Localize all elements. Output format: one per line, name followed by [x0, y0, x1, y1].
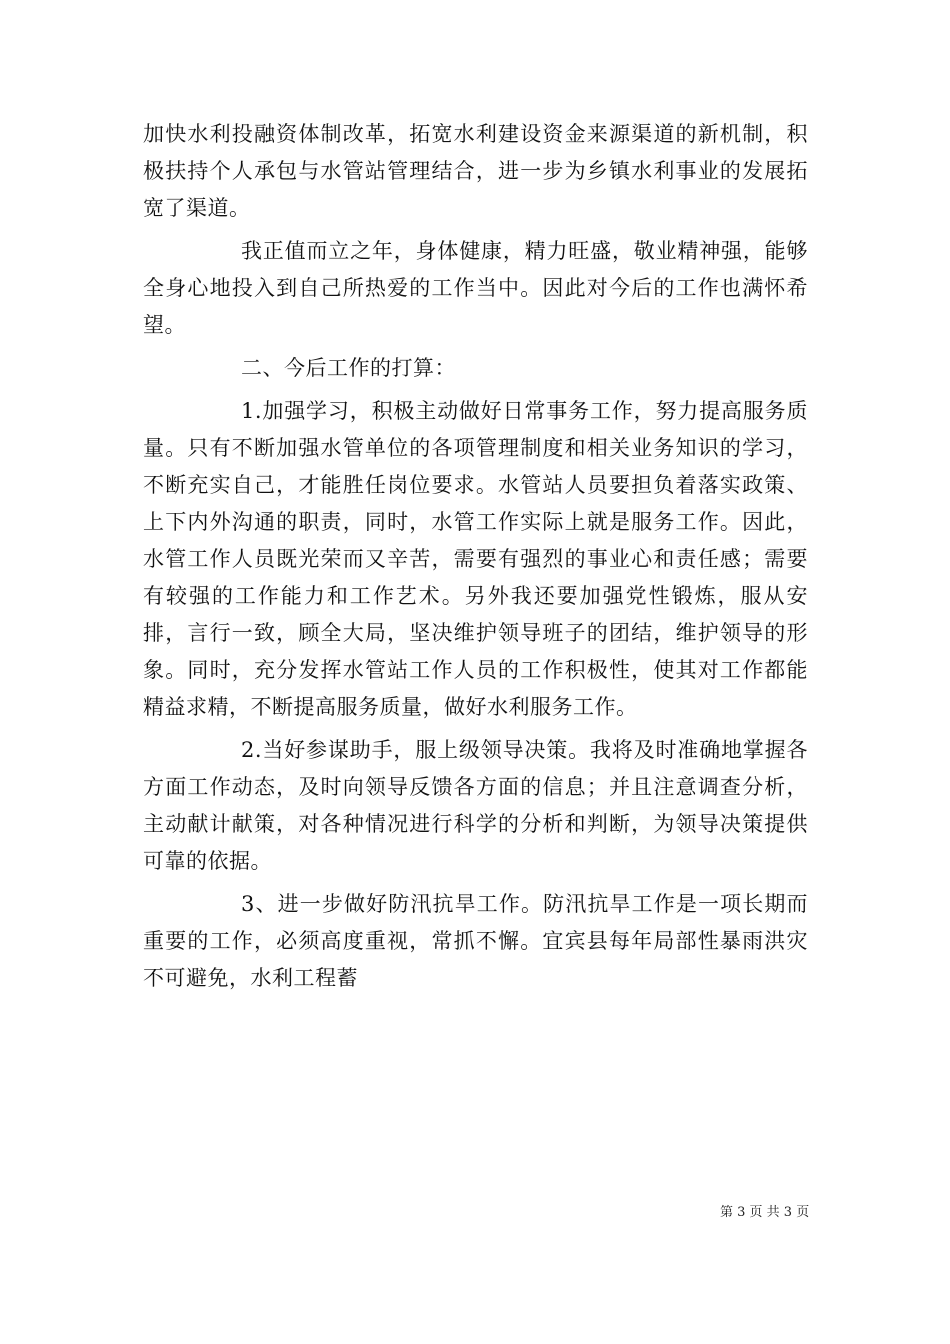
section-heading-future-plans: 二、今后工作的打算：: [241, 356, 456, 380]
document-body: [143, 116, 808, 1003]
paragraph-plan-item-3: 3、进一步做好防汛抗旱工作。防汛抗旱工作是一项长期而重要的工作，必须高度重视，常抓不懈。宜宾县每年局部性暴雨洪灾不可避免，水利工程蓄: [143, 892, 808, 990]
paragraph-continuation: 加快水利投融资体制改革，拓宽水利建设资金来源渠道的新机制，积极扶持个人承包与水管站管理结合，进一步为乡镇水利事业的发展拓宽了渠道。: [143, 122, 808, 220]
paragraph-self-assessment: 我正值而立之年，身体健康，精力旺盛，敬业精神强，能够全身心地投入到自己所热爱的工作当中。因此对今后的工作也满怀希望。: [143, 239, 808, 337]
paragraph-plan-item-2: 2.当好参谋助手，服上级领导决策。我将及时准确地掌握各方面工作动态，及时向领导反馈各方面的信息；并且注意调查分析，主动献计献策，对各种情况进行科学的分析和判断，为领导决策提供可靠的依据。: [143, 738, 808, 873]
paragraph-plan-item-1: 1.加强学习，积极主动做好日常事务工作，努力提高服务质量。只有不断加强水管单位的各项管理制度和相关业务知识的学习，不断充实自己，才能胜任岗位要求。水管站人员要担负着落实政策、上下内外沟通的职责，同时，水管工作实际上就是服务工作。因此，水管工作人员既光荣而又辛苦，需要有强烈的事业心和责任感；需要有较强的工作能力和工作艺术。另外我还要加强党性锻炼，服从安排，言行一致，顾全大局，坚决维护领导班子的团结，维护领导的形象。同时，充分发挥水管站工作人员的工作积极性，使其对工作都能精益求精，不断提高服务质量，做好水利服务工作。: [143, 399, 808, 719]
page-number-footer: 第 3 页 共 3 页: [720, 1205, 810, 1220]
